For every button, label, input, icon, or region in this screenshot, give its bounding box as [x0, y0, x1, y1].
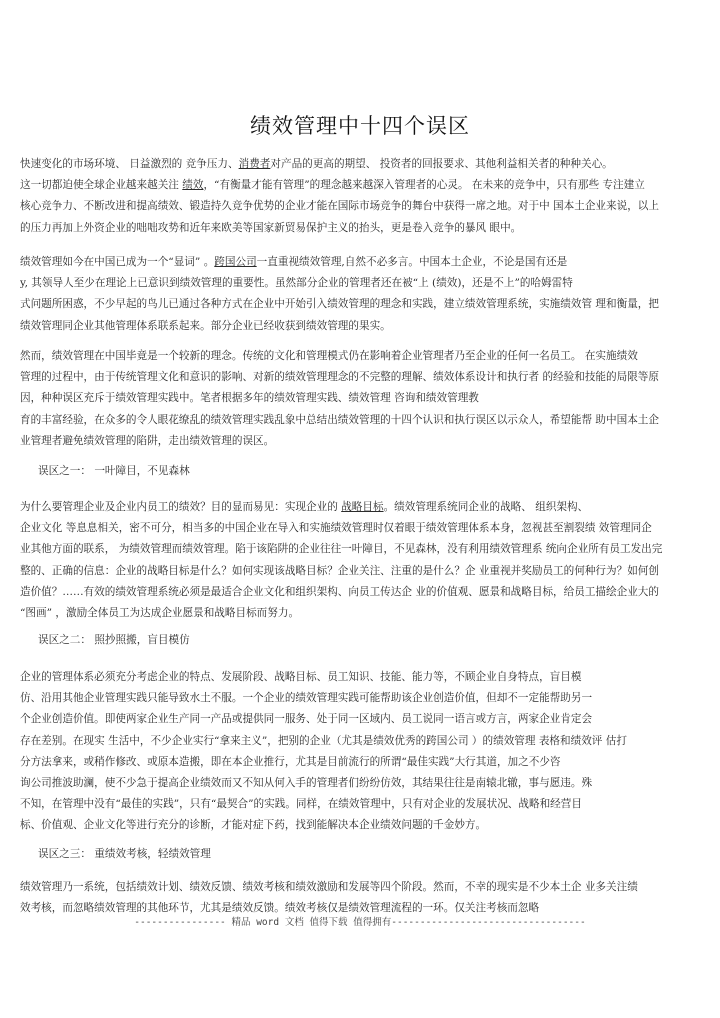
document-title: 绩效管理中十四个误区 [250, 114, 470, 138]
underlined-link[interactable]: 战略目标 [341, 501, 384, 513]
text-segment: 仿、沿用其他企业管理实践只能导致水土不服。一个企业的绩效管理实践可能帮助该企业创造价值，但却不一定能帮助另一 [20, 692, 593, 705]
text-line [20, 196, 704, 217]
text-line [20, 316, 704, 337]
text-segment: 因，种种误区充斥于绩效管理实践中。笔者根据多年的绩效管理实践、绩效管理 咨询和绩效管理教 [20, 392, 479, 405]
section-heading-3: 误区之三： 重绩效考核，轻绩效管理 [38, 848, 211, 860]
text-segment: 一直重视绩效管理,自然不必多言。中国本土企业，不论是国有还是 [256, 256, 568, 268]
text-line [20, 410, 704, 431]
footer-banner: ---------------- 精品 word 文档 值得下载 值得拥有---------------------------------- [134, 917, 586, 928]
text-segment: 绩效管理如今在中国已成为一个“显词” 。 [20, 256, 215, 268]
text-line [20, 815, 704, 836]
text-segment: 效考核，而忽略绩效管理的其他环节，尤其是绩效反馈。绩效考核仅是绩效管理流程的一环。仅关注考核而忽略 [20, 902, 540, 915]
paragraph-misconceptions-intro [20, 346, 704, 452]
text-line [20, 603, 704, 624]
text-line [20, 346, 704, 367]
text-line [20, 431, 704, 452]
text-line [20, 773, 704, 794]
underlined-link[interactable]: 消费者 [238, 158, 271, 170]
section-heading-2: 误区之二： 照抄照搬，盲目模仿 [38, 634, 190, 646]
text-segment: 询公司推波助澜，使不少急于提高企业绩效而又不知从何入手的管理者们纷纷仿效，其结果往往是南辕北辙，事与愿违。殊 [20, 777, 593, 790]
text-segment: 企业文化 等息息相关，密不可分，相当多的中国企业在导入和实施绩效管理时仅着眼于绩效管理体系本身，忽视甚至割裂绩 效管理同企 [20, 522, 652, 535]
text-line [20, 752, 704, 773]
text-line [20, 388, 704, 409]
underlined-link[interactable]: 绩效 [182, 179, 204, 192]
text-segment: 这一切都迫使全球企业越来越关注 [20, 179, 183, 192]
text-line [20, 709, 704, 730]
text-line [20, 294, 704, 315]
paragraph-performance-management [20, 252, 704, 337]
text-segment: 管理的过程中，由于传统管理文化和意识的影响、对新的绩效管理理念的不完整的理解、绩效体系设计和执行者 的经验和技能的局限等原 [20, 371, 659, 384]
text-segment: “图画” ，激励全体员工为达成企业愿景和战略目标而努力。 [20, 607, 300, 620]
text-segment: 绩效管理乃一系统，包括绩效计划、绩效反馈、绩效考核和绩效激励和发展等四个阶段。然而，不幸的现实是不少本土企 业多关注绩 [20, 881, 638, 893]
text-line [20, 688, 704, 709]
text-segment: 的压力再加上外资企业的咄咄攻势和近年来欧美等国家新贸易保护主义的抬头，更是卷入竞争的暴风 眼中。 [20, 221, 522, 234]
text-segment: 分方法拿来，或稍作修改、或原本造搬，即在本企业推行，尤其是目前流行的所谓“最佳实践”大行其道，加之不少咨 [20, 755, 561, 768]
text-segment: 式问题所困惑，不少早起的鸟儿已通过各种方式在企业中开始引入绩效管理的理念和实践，建立绩效管理系统，实施绩效管 理和衡量，把 [20, 298, 659, 311]
text-segment: 对产品的更高的期望、 投资者的回报要求、其他利益相关者的种种关心。 [270, 158, 613, 170]
text-segment: 存在差别。在现实 生活中，不少企业实行“拿来主义”，把别的企业（尤其是绩效优秀的跨国公司 ）的绩效管理 表格和绩效评 估打 [20, 734, 627, 747]
text-segment: 快速变化的市场环境、 日益激烈的 竞争压力、 [20, 158, 239, 170]
text-line [20, 518, 704, 539]
text-line [20, 154, 704, 175]
text-segment: 造价值？……有效的绩效管理系统必须是最适合企业文化和组织架构、向员工传达企 业的价值观、愿景和战略目标，给员工描绘企业大的 [20, 585, 659, 598]
paragraph-section-1 [20, 497, 704, 624]
text-segment: 然而，绩效管理在中国毕竟是一个较新的理念。传统的文化和管理模式仍在影响着企业管理者乃至企业的任何一名员工。 在实施绩效 [20, 350, 638, 362]
section-heading-1: 误区之一： 一叶障目，不见森林 [38, 465, 190, 477]
text-line [20, 273, 704, 294]
text-segment: 不知，在管理中没有“最佳的实践”，只有“最契合”的实践。同样，在绩效管理中，只有对企业的发展状况、战略和经营目 [20, 798, 582, 811]
text-line [20, 877, 704, 898]
text-line [20, 497, 704, 518]
text-line [20, 252, 704, 273]
text-segment: 育的丰富经验，在众多的令人眼花缭乱的绩效管理实践乱象中总结出绩效管理的十四个认识和执行误区以示众人，希望能帮 助中国本土企 [20, 413, 659, 426]
text-segment: 绩效管理同企业其他管理体系联系起来。部分企业已经收获到绩效管理的果实。 [20, 319, 391, 332]
text-line [20, 539, 704, 560]
text-segment: y, 其领导人至少在理论上已意识到绩效管理的重要性。虽然部分企业的管理者还在被“上 (绩效)，还是不上”的哈姆雷特 [20, 277, 573, 290]
text-segment: 为什么要管理企业及企业内员工的绩效？目的显而易见：实现企业的 [20, 501, 342, 513]
text-line [20, 731, 704, 752]
text-line [20, 794, 704, 815]
text-segment: 业管理者避免绩效管理的陷阱，走出绩效管理的误区。 [20, 434, 275, 447]
text-segment: ，“有衡量才能有管理”的理念越来越深入管理者的心灵。 在未来的竞争中，只有那些 专注建立 [203, 179, 645, 192]
text-segment: 标、价值观、企业文化等进行充分的诊断，才能对症下药，找到能解决本企业绩效问题的千金妙方。 [20, 819, 487, 832]
text-line [20, 218, 704, 239]
text-segment: 整的、正确的信息：企业的战略目标是什么？如何实现该战略目标？企业关注、注重的是什么？企 业重视并奖励员工的何种行为？如何创 [20, 564, 659, 577]
text-segment: 核心竞争力、不断改进和提高绩效、锻造持久竞争优势的企业才能在国际市场竞争的舞台中获得一席之地。对于中 国本土企业来说，以上 [20, 200, 659, 213]
text-segment: 。绩效管理系统同企业的战略、 组织架构、 [383, 501, 589, 513]
text-line [20, 582, 704, 603]
text-line [20, 561, 704, 582]
underlined-link[interactable]: 跨国公司 [214, 256, 257, 268]
paragraph-intro [20, 154, 704, 239]
paragraph-section-2 [20, 667, 704, 837]
text-segment: 业其他方面的联系， 为绩效管理而绩效管理。陷于该陷阱的企业往往一叶障目，不见森林，没有利用绩效管理系 统向企业所有员工发出完 [20, 543, 663, 556]
text-line [20, 175, 704, 196]
text-segment: 企业的管理体系必须充分考虑企业的特点、发展阶段、战略目标、员工知识、技能、能力等，不顾企业自身特点，盲目模 [20, 671, 582, 683]
text-line [20, 667, 704, 688]
text-segment: 个企业创造价值。即使两家企业生产同一产品或提供同一服务、处于同一区域内、员工说同一语言或方言，两家企业肯定会 [20, 713, 593, 726]
text-line [20, 367, 704, 388]
